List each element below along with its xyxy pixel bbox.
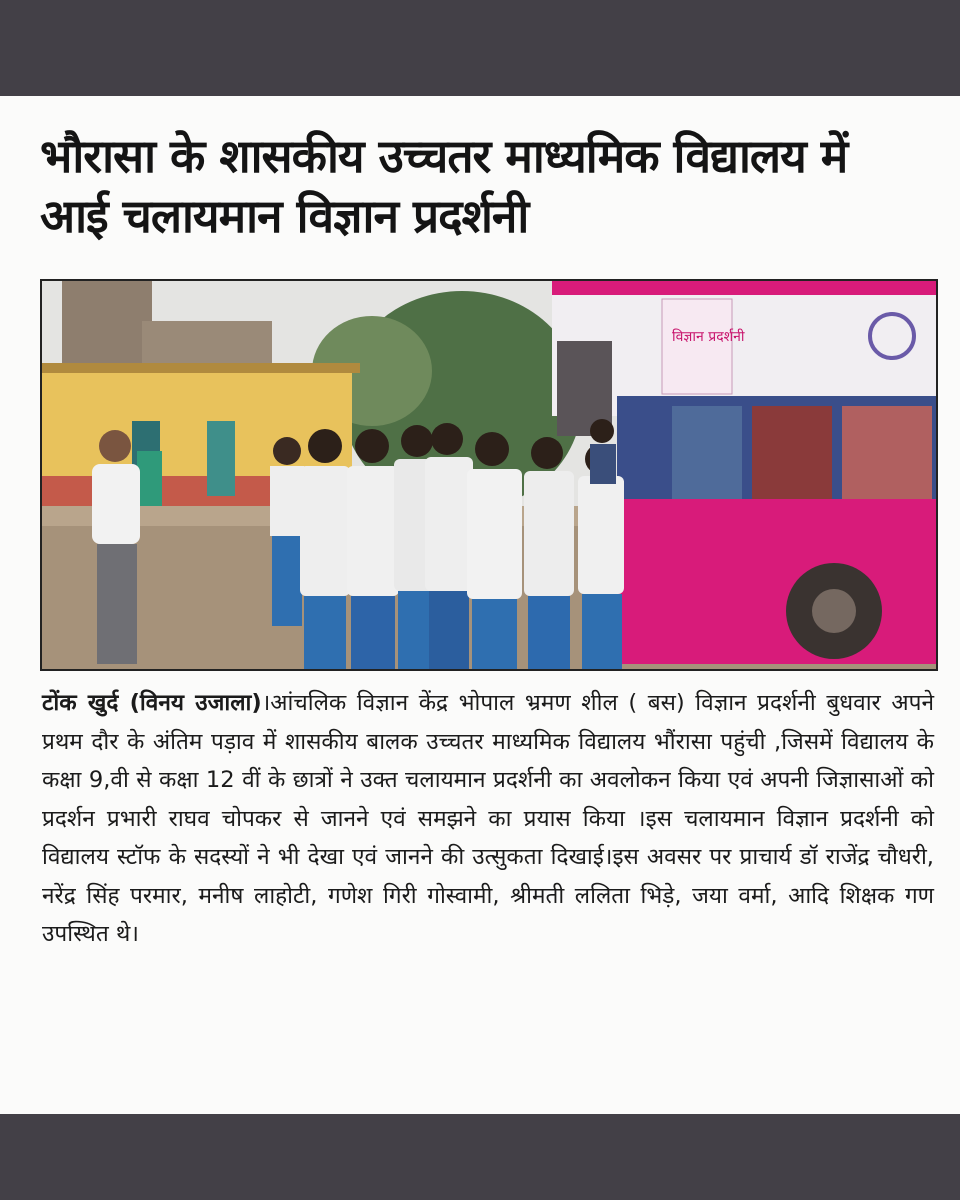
article-body xyxy=(42,684,934,954)
bus-body xyxy=(617,499,936,664)
headline: भौरासा के शासकीय उच्चतर माध्यमिक विद्यालय में आई चलायमान विज्ञान प्रदर्शनी xyxy=(40,129,848,243)
article-text: ।आंचलिक विज्ञान केंद्र भोपाल भ्रमण शील ( बस) विज्ञान प्रदर्शनी बुधवार अपने प्रथम दौर के अंतिम पड़ाव में शासकीय बालक उच्चतर माध्यमिक विद्यालय भौंरासा पहुंची ,जिसमें विद्यालय के कक्षा 9,वी से कक्षा 12 वीं के छात्रों ने उक्त चलायमान प्रदर्शनी का अवलोकन किया एवं अपनी जिज्ञासाओं को प्रदर्शन प्रभारी राघव चोपकर से जानने एवं समझने का प्रयास किया ।इस चलायमान विज्ञान प्रदर्शनी को विद्यालय स्टॉफ के सदस्यों ने भी देखा एवं जानने की उत्सुकता दिखाई।इस अवसर पर प्राचार्य डॉ राजेंद्र चौधरी, नरेंद्र सिंह परमार, मनीष लाहोटी, गणेश गिरी गोस्वामी, श्रीमती ललिता भिड़े, जया वर्मा, आदि शिक्षक गण उपस्थित थे। xyxy=(42,690,935,947)
bus-sign: विज्ञान प्रदर्शनी xyxy=(672,329,745,345)
newspaper-clipping xyxy=(0,96,960,1114)
old-building xyxy=(62,281,152,371)
dateline: टोंक खुर्द (विनय उजाला) xyxy=(42,690,262,716)
teacher xyxy=(92,430,140,664)
photo-illustration xyxy=(42,281,936,669)
news-photo xyxy=(40,279,938,671)
door xyxy=(207,421,235,496)
